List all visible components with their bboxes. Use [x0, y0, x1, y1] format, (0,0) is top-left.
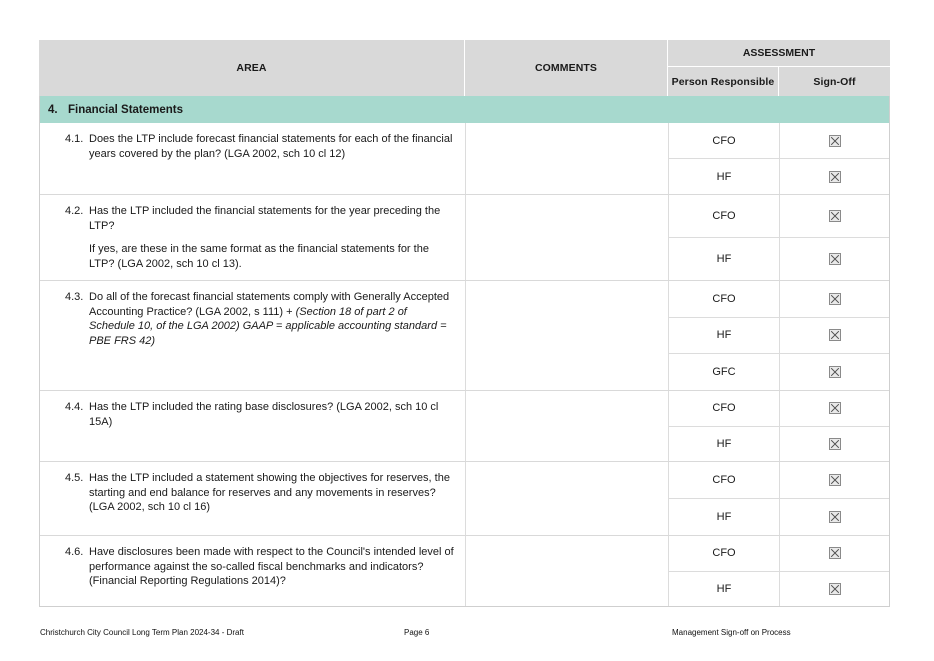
item-text-paragraph: Has the LTP included the financial statements for the year preceding the LTP? [89, 205, 441, 232]
assessment-subrow [669, 281, 889, 317]
comments-cell [466, 123, 669, 194]
footer-document-title: Christchurch City Council Long Term Plan 2024-34 - Draft [40, 628, 244, 637]
sign-off-cell [780, 281, 889, 317]
sign-off-cell [780, 238, 889, 280]
column-header-comments: COMMENTS [465, 40, 668, 96]
column-header-person-responsible: Person Responsible [668, 67, 779, 96]
sign-off-cell [780, 318, 889, 354]
item-number: 4.2. [65, 205, 84, 217]
section-header-row [40, 96, 889, 123]
person-responsible-value: CFO [669, 195, 780, 237]
sign-off-checked-icon [829, 329, 841, 341]
item-text: Have disclosures been made with respect to the Council's intended level of performance against the so-called fiscal benchmarks and indicators? (Financial Reporting Regulations 2014)? [89, 545, 454, 588]
person-responsible-value: HF [669, 572, 780, 606]
sign-off-cell [780, 159, 889, 194]
item-text: Does the LTP include forecast financial statements for each of the financial years covered by the plan? (LGA 2002, sch 10 cl 12) [89, 133, 453, 160]
sign-off-cell [780, 427, 889, 461]
assessment-subrow [669, 195, 889, 237]
sign-off-cell [780, 354, 889, 390]
item-number: 4.4. [65, 400, 84, 413]
sign-off-checked-icon [829, 474, 841, 486]
sign-off-checked-icon [829, 511, 841, 523]
item-text-italic: (Section 18 of part 2 of Schedule 10, of the LGA 2002) GAAP = applicable accounting standard = PBE FRS 42) [89, 305, 447, 348]
assessment-subrow [669, 462, 889, 498]
sign-off-checked-icon [829, 210, 841, 222]
person-responsible-value: CFO [669, 123, 780, 158]
area-cell [40, 536, 466, 606]
item-text [89, 204, 455, 272]
assessment-subrow [669, 498, 889, 535]
sign-off-checked-icon [829, 583, 841, 595]
person-responsible-value: HF [669, 318, 780, 354]
sign-off-cell [780, 572, 889, 606]
area-cell [40, 195, 466, 280]
column-header-assessment: ASSESSMENT [668, 40, 890, 67]
item-number: 4.3. [65, 290, 84, 303]
table-row [40, 461, 889, 535]
assessment-subrow [669, 123, 889, 158]
assessment-subrow [669, 353, 889, 390]
item-number: 4.1. [65, 133, 84, 145]
sign-off-cell [780, 462, 889, 498]
item-number: 4.6. [65, 545, 84, 558]
sign-off-cell [780, 499, 889, 535]
assessment-subrow [669, 317, 889, 354]
sign-off-cell [780, 195, 889, 237]
assessment-subrow [669, 237, 889, 280]
assessment-subrow [669, 158, 889, 194]
person-responsible-value: CFO [669, 462, 780, 498]
sign-off-checked-icon [829, 171, 841, 183]
person-responsible-value: CFO [669, 391, 780, 426]
signoff-table [39, 40, 890, 607]
comments-cell [466, 462, 669, 535]
person-responsible-value: CFO [669, 281, 780, 317]
area-cell [40, 391, 466, 461]
section-number: 4. [48, 103, 58, 116]
table-body [39, 96, 890, 607]
sign-off-checked-icon [829, 438, 841, 450]
table-row [40, 535, 889, 606]
item-text: Has the LTP included the rating base disclosures? (LGA 2002, sch 10 cl 15A) [89, 400, 439, 428]
table-row [40, 280, 889, 390]
column-header-sign-off: Sign-Off [813, 75, 856, 88]
item-text-paragraph: Do all of the forecast financial statements comply with Generally Accepted Accounting Practice? (LGA 2002, s 111) + [89, 290, 450, 318]
person-responsible-value: CFO [669, 536, 780, 571]
assessment-subrow [669, 426, 889, 461]
sign-off-checked-icon [829, 293, 841, 305]
sign-off-checked-icon [829, 366, 841, 378]
area-cell [40, 281, 466, 390]
sign-off-checked-icon [829, 253, 841, 265]
table-row [40, 194, 889, 280]
comments-cell [466, 195, 669, 280]
item-text-paragraph: If yes, are these in the same format as the financial statements for the LTP? (LGA 2002, sch 10 cl 13). [89, 243, 429, 271]
sign-off-checked-icon [829, 402, 841, 414]
table-header [39, 40, 890, 96]
area-cell [40, 462, 466, 535]
item-text: Has the LTP included a statement showing the objectives for reserves, the starting and end balance for reserves and any movements in reserves? (LGA 2002, sch 10 cl 16) [89, 471, 450, 514]
table-row [40, 123, 889, 194]
section-title: Financial Statements [68, 103, 184, 116]
table-row [40, 390, 889, 461]
person-responsible-value: GFC [669, 354, 780, 390]
assessment-subrow [669, 391, 889, 426]
sign-off-cell [780, 391, 889, 426]
footer-page-number: Page 6 [404, 628, 430, 637]
footer-section-name: Management Sign-off on Process [672, 628, 791, 637]
assessment-subrow [669, 536, 889, 571]
item-number: 4.5. [65, 471, 84, 484]
person-responsible-value: HF [669, 159, 780, 194]
comments-cell [466, 281, 669, 390]
item-text [89, 290, 455, 382]
person-responsible-value: HF [669, 427, 780, 461]
person-responsible-value: HF [669, 238, 780, 280]
comments-cell [466, 391, 669, 461]
sign-off-checked-icon [829, 547, 841, 559]
column-header-assessment-group [668, 40, 890, 96]
comments-cell [466, 536, 669, 606]
sign-off-cell [780, 123, 889, 158]
person-responsible-value: HF [669, 499, 780, 535]
area-cell [40, 123, 466, 194]
sign-off-cell [780, 536, 889, 571]
assessment-subrow [669, 571, 889, 606]
sign-off-checked-icon [829, 135, 841, 147]
column-header-area: AREA [39, 40, 465, 96]
